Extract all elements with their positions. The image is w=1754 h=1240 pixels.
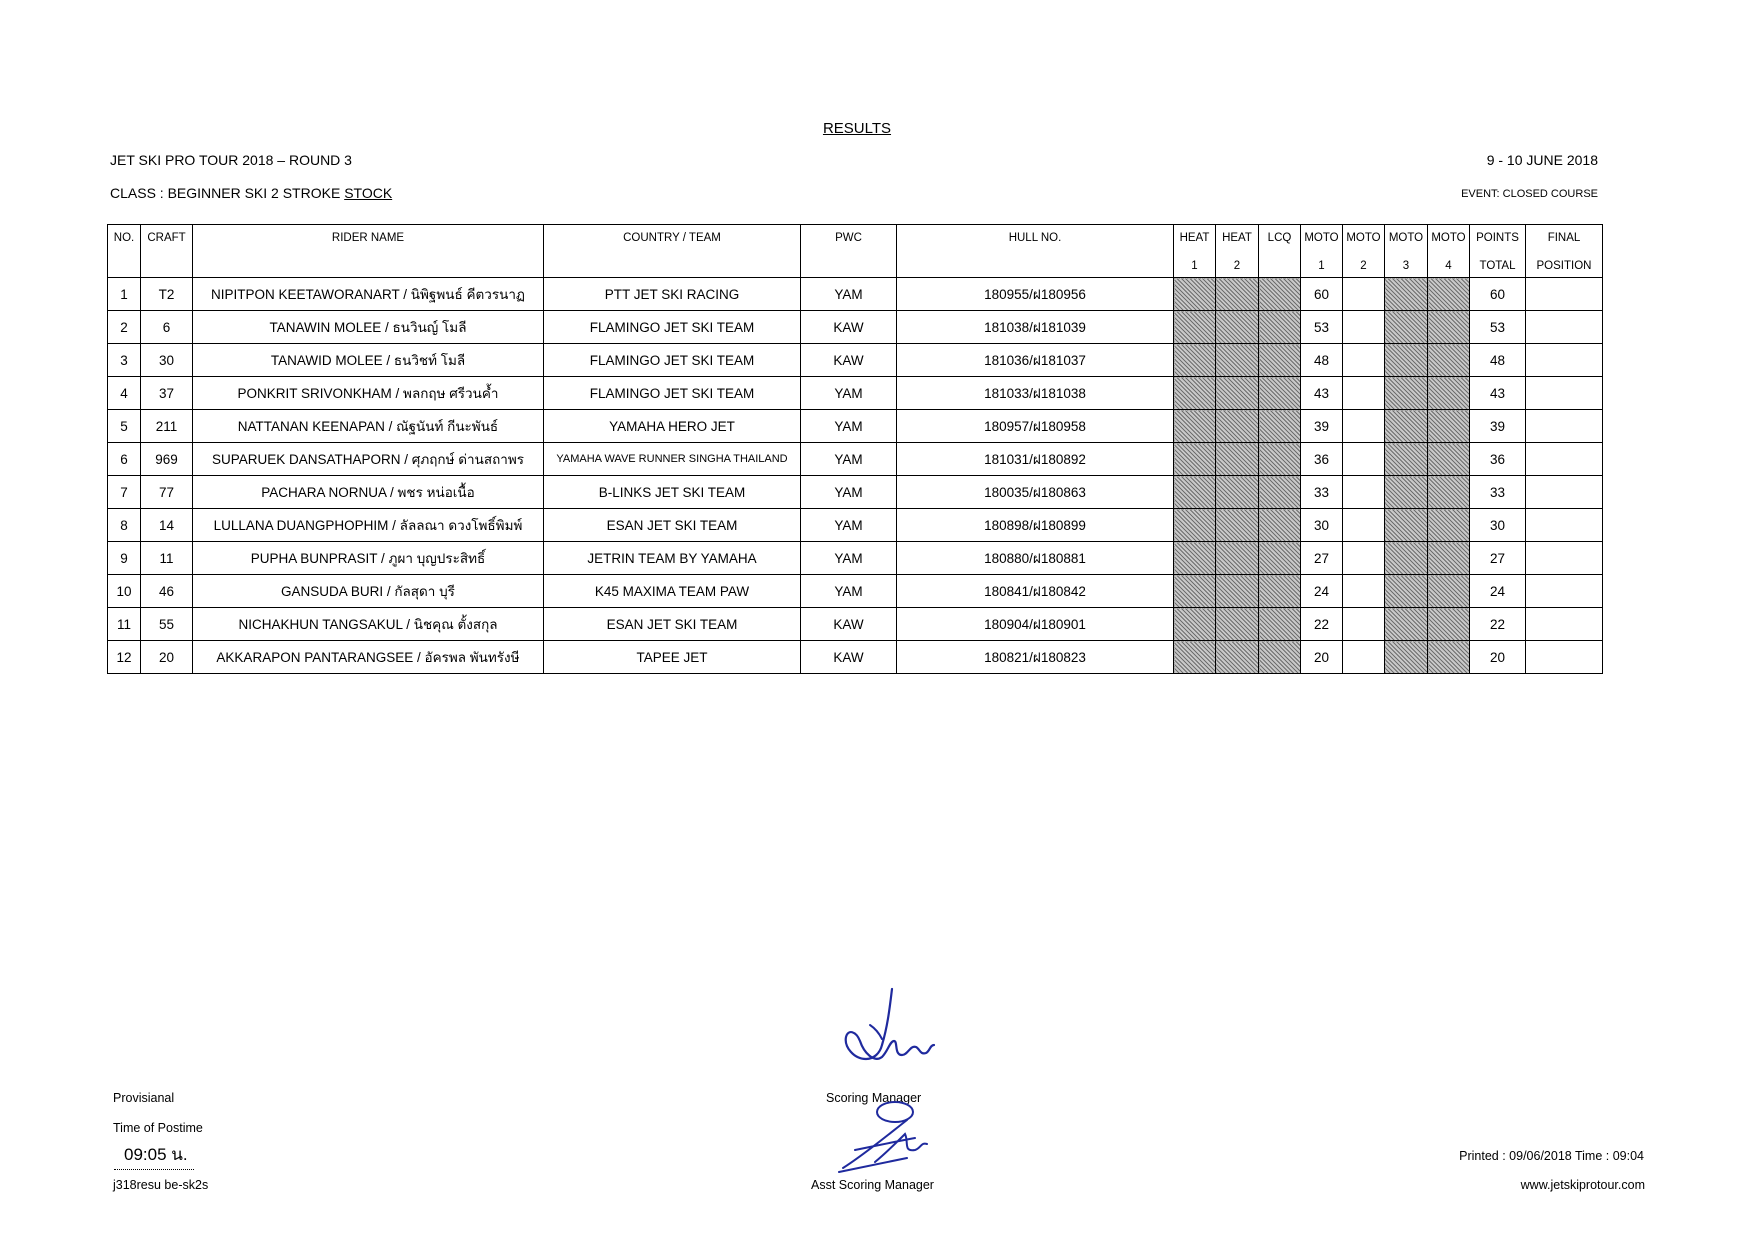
- time-of-posting-label: Time of Postime: [113, 1121, 203, 1135]
- cell-no: 6: [108, 443, 141, 476]
- printed-timestamp: Printed : 09/06/2018 Time : 09:04: [1459, 1149, 1644, 1163]
- cell-hull: 180898/ฝ180899: [897, 509, 1174, 542]
- website-link[interactable]: www.jetskiprotour.com: [1520, 1178, 1645, 1192]
- cell-team: YAMAHA HERO JET: [544, 410, 801, 443]
- event-date: 9 - 10 JUNE 2018: [1486, 152, 1598, 168]
- cell-heat1: [1174, 443, 1216, 476]
- cell-lcq: [1259, 311, 1301, 344]
- cell-final-position: [1526, 476, 1603, 509]
- cell-moto1: 36: [1301, 443, 1343, 476]
- cell-moto2: [1343, 641, 1385, 674]
- cell-rider: SUPARUEK DANSATHAPORN / ศุภฤกษ์ ด่านสถาพร: [193, 443, 544, 476]
- cell-heat2: [1216, 410, 1259, 443]
- cell-final-position: [1526, 575, 1603, 608]
- cell-team: FLAMINGO JET SKI TEAM: [544, 311, 801, 344]
- col-header-lcq: LCQ: [1259, 225, 1301, 278]
- cell-team: ESAN JET SKI TEAM: [544, 608, 801, 641]
- col-header-moto3: MOTO 3: [1385, 225, 1428, 278]
- cell-heat1: [1174, 608, 1216, 641]
- cell-craft: 969: [141, 443, 193, 476]
- cell-team: TAPEE JET: [544, 641, 801, 674]
- cell-hull: 181038/ฝ181039: [897, 311, 1174, 344]
- col-header-moto2: MOTO 2: [1343, 225, 1385, 278]
- cell-rider: PONKRIT SRIVONKHAM / พลกฤษ ศรีวนค้ำ: [193, 377, 544, 410]
- cell-craft: 30: [141, 344, 193, 377]
- cell-craft: 77: [141, 476, 193, 509]
- cell-moto2: [1343, 344, 1385, 377]
- cell-pwc: KAW: [801, 344, 897, 377]
- cell-moto4: [1428, 641, 1470, 674]
- cell-points-total: 53: [1470, 311, 1526, 344]
- cell-hull: 180904/ฝ180901: [897, 608, 1174, 641]
- cell-heat1: [1174, 278, 1216, 311]
- cell-pwc: YAM: [801, 509, 897, 542]
- table-row: [108, 641, 1603, 674]
- cell-craft: 11: [141, 542, 193, 575]
- table-row: [108, 311, 1603, 344]
- cell-moto1: 43: [1301, 377, 1343, 410]
- col-header-moto4: MOTO 4: [1428, 225, 1470, 278]
- cell-rider: LULLANA DUANGPHOPHIM / ลัลลณา ดวงโพธิ์พิมพ์: [193, 509, 544, 542]
- cell-team: FLAMINGO JET SKI TEAM: [544, 344, 801, 377]
- cell-heat2: [1216, 278, 1259, 311]
- col-header-heat1: HEAT 1: [1174, 225, 1216, 278]
- cell-points-total: 30: [1470, 509, 1526, 542]
- cell-final-position: [1526, 542, 1603, 575]
- cell-rider: AKKARAPON PANTARANGSEE / อัครพล พันทรังษี: [193, 641, 544, 674]
- cell-lcq: [1259, 476, 1301, 509]
- cell-lcq: [1259, 509, 1301, 542]
- cell-no: 7: [108, 476, 141, 509]
- cell-moto3: [1385, 542, 1428, 575]
- cell-rider: NICHAKHUN TANGSAKUL / นิชคุณ ตั้งสกุล: [193, 608, 544, 641]
- cell-no: 3: [108, 344, 141, 377]
- cell-moto3: [1385, 410, 1428, 443]
- cell-no: 10: [108, 575, 141, 608]
- cell-rider: GANSUDA BURI / กัลสุดา บุรี: [193, 575, 544, 608]
- cell-heat1: [1174, 377, 1216, 410]
- cell-team: K45 MAXIMA TEAM PAW: [544, 575, 801, 608]
- cell-pwc: YAM: [801, 377, 897, 410]
- cell-craft: 211: [141, 410, 193, 443]
- cell-heat2: [1216, 608, 1259, 641]
- cell-rider: NIPITPON KEETAWORANART / นิพิฐพนธ์ คีตวรนาฏ: [193, 278, 544, 311]
- cell-final-position: [1526, 608, 1603, 641]
- cell-hull: 180957/ฝ180958: [897, 410, 1174, 443]
- col-header-hull: HULL NO.: [897, 225, 1174, 278]
- cell-moto1: 20: [1301, 641, 1343, 674]
- cell-moto3: [1385, 608, 1428, 641]
- event-type: EVENT: CLOSED COURSE: [1461, 188, 1598, 200]
- col-header-craft: CRAFT: [141, 225, 193, 278]
- cell-rider: PUPHA BUNPRASIT / ภูผา บุญประสิทธิ์: [193, 542, 544, 575]
- cell-moto1: 33: [1301, 476, 1343, 509]
- cell-moto4: [1428, 344, 1470, 377]
- cell-lcq: [1259, 443, 1301, 476]
- cell-points-total: 22: [1470, 608, 1526, 641]
- cell-team: ESAN JET SKI TEAM: [544, 509, 801, 542]
- table-row: [108, 410, 1603, 443]
- cell-lcq: [1259, 641, 1301, 674]
- cell-hull: 181031/ฝ180892: [897, 443, 1174, 476]
- cell-final-position: [1526, 509, 1603, 542]
- cell-craft: 6: [141, 311, 193, 344]
- cell-moto4: [1428, 542, 1470, 575]
- table-header-row: [108, 225, 1603, 278]
- table-row: [108, 443, 1603, 476]
- cell-team: B-LINKS JET SKI TEAM: [544, 476, 801, 509]
- cell-rider: TANAWIN MOLEE / ธนวินญ์ โมลี: [193, 311, 544, 344]
- page-title: RESULTS: [822, 120, 892, 137]
- cell-moto2: [1343, 278, 1385, 311]
- cell-craft: 20: [141, 641, 193, 674]
- cell-heat1: [1174, 476, 1216, 509]
- table-row: [108, 542, 1603, 575]
- cell-pwc: YAM: [801, 542, 897, 575]
- cell-moto3: [1385, 509, 1428, 542]
- cell-moto2: [1343, 509, 1385, 542]
- cell-moto4: [1428, 608, 1470, 641]
- cell-moto4: [1428, 410, 1470, 443]
- cell-moto3: [1385, 443, 1428, 476]
- cell-heat2: [1216, 344, 1259, 377]
- cell-no: 12: [108, 641, 141, 674]
- cell-hull: 181033/ฝ181038: [897, 377, 1174, 410]
- asst-scoring-manager-label: Asst Scoring Manager: [811, 1178, 934, 1192]
- cell-moto1: 53: [1301, 311, 1343, 344]
- col-header-rider: RIDER NAME: [193, 225, 544, 278]
- cell-points-total: 20: [1470, 641, 1526, 674]
- cell-moto1: 22: [1301, 608, 1343, 641]
- cell-no: 8: [108, 509, 141, 542]
- cell-final-position: [1526, 344, 1603, 377]
- cell-moto2: [1343, 410, 1385, 443]
- cell-moto4: [1428, 509, 1470, 542]
- col-header-final: FINAL POSITION: [1526, 225, 1603, 278]
- cell-hull: 180880/ฝ180881: [897, 542, 1174, 575]
- cell-moto3: [1385, 344, 1428, 377]
- cell-points-total: 60: [1470, 278, 1526, 311]
- cell-moto4: [1428, 443, 1470, 476]
- cell-moto1: 30: [1301, 509, 1343, 542]
- cell-pwc: KAW: [801, 641, 897, 674]
- cell-craft: 37: [141, 377, 193, 410]
- cell-heat1: [1174, 410, 1216, 443]
- cell-pwc: YAM: [801, 575, 897, 608]
- cell-moto4: [1428, 377, 1470, 410]
- cell-moto1: 60: [1301, 278, 1343, 311]
- cell-pwc: KAW: [801, 311, 897, 344]
- cell-pwc: YAM: [801, 410, 897, 443]
- cell-rider: TANAWID MOLEE / ธนวิชท์ โมลี: [193, 344, 544, 377]
- cell-heat1: [1174, 641, 1216, 674]
- cell-pwc: YAM: [801, 278, 897, 311]
- cell-no: 11: [108, 608, 141, 641]
- cell-moto2: [1343, 311, 1385, 344]
- cell-craft: 55: [141, 608, 193, 641]
- col-header-moto1: MOTO 1: [1301, 225, 1343, 278]
- cell-points-total: 33: [1470, 476, 1526, 509]
- cell-moto2: [1343, 608, 1385, 641]
- table-row: [108, 608, 1603, 641]
- cell-lcq: [1259, 575, 1301, 608]
- cell-heat2: [1216, 509, 1259, 542]
- cell-lcq: [1259, 608, 1301, 641]
- cell-pwc: YAM: [801, 443, 897, 476]
- cell-moto3: [1385, 377, 1428, 410]
- cell-heat1: [1174, 542, 1216, 575]
- cell-heat2: [1216, 476, 1259, 509]
- cell-points-total: 24: [1470, 575, 1526, 608]
- cell-moto4: [1428, 575, 1470, 608]
- cell-heat2: [1216, 443, 1259, 476]
- cell-no: 2: [108, 311, 141, 344]
- col-header-heat2: HEAT 2: [1216, 225, 1259, 278]
- class-name: CLASS : BEGINNER SKI 2 STROKE: [110, 185, 345, 201]
- scoring-manager-label: Scoring Manager: [826, 1091, 922, 1105]
- time-of-posting-value: 09:05 น.: [114, 1141, 194, 1170]
- cell-moto1: 27: [1301, 542, 1343, 575]
- cell-moto3: [1385, 311, 1428, 344]
- cell-no: 4: [108, 377, 141, 410]
- cell-moto2: [1343, 542, 1385, 575]
- class-category: STOCK: [344, 185, 393, 201]
- cell-moto2: [1343, 443, 1385, 476]
- cell-team: YAMAHA WAVE RUNNER SINGHA THAILAND: [544, 443, 801, 476]
- cell-moto2: [1343, 476, 1385, 509]
- cell-team: FLAMINGO JET SKI TEAM: [544, 377, 801, 410]
- cell-final-position: [1526, 410, 1603, 443]
- table-row: [108, 575, 1603, 608]
- results-table: [107, 224, 1603, 674]
- cell-rider: PACHARA NORNUA / พชร หน่อเนื้อ: [193, 476, 544, 509]
- cell-craft: 14: [141, 509, 193, 542]
- table-row: [108, 344, 1603, 377]
- cell-moto2: [1343, 377, 1385, 410]
- cell-lcq: [1259, 542, 1301, 575]
- cell-moto3: [1385, 641, 1428, 674]
- cell-craft: 46: [141, 575, 193, 608]
- cell-heat1: [1174, 575, 1216, 608]
- cell-moto1: 24: [1301, 575, 1343, 608]
- class-label: [110, 185, 392, 201]
- table-row: [108, 278, 1603, 311]
- cell-points-total: 39: [1470, 410, 1526, 443]
- file-code: j318resu be-sk2s: [113, 1178, 209, 1192]
- cell-points-total: 36: [1470, 443, 1526, 476]
- scoring-manager-signature: [830, 985, 940, 1075]
- cell-final-position: [1526, 377, 1603, 410]
- table-row: [108, 509, 1603, 542]
- cell-heat1: [1174, 311, 1216, 344]
- cell-moto4: [1428, 476, 1470, 509]
- cell-final-position: [1526, 278, 1603, 311]
- cell-points-total: 48: [1470, 344, 1526, 377]
- cell-points-total: 43: [1470, 377, 1526, 410]
- cell-hull: 180955/ฝ180956: [897, 278, 1174, 311]
- cell-no: 9: [108, 542, 141, 575]
- table-row: [108, 377, 1603, 410]
- cell-moto2: [1343, 575, 1385, 608]
- cell-moto1: 48: [1301, 344, 1343, 377]
- cell-lcq: [1259, 278, 1301, 311]
- cell-moto4: [1428, 278, 1470, 311]
- cell-heat2: [1216, 377, 1259, 410]
- asst-scoring-manager-signature: [835, 1098, 945, 1173]
- table-row: [108, 476, 1603, 509]
- cell-lcq: [1259, 377, 1301, 410]
- cell-heat2: [1216, 542, 1259, 575]
- cell-moto1: 39: [1301, 410, 1343, 443]
- cell-moto3: [1385, 575, 1428, 608]
- event-name: JET SKI PRO TOUR 2018 – ROUND 3: [110, 152, 352, 168]
- cell-moto3: [1385, 476, 1428, 509]
- provisional-label: Provisianal: [113, 1091, 175, 1105]
- cell-team: JETRIN TEAM BY YAMAHA: [544, 542, 801, 575]
- col-header-team: COUNTRY / TEAM: [544, 225, 801, 278]
- cell-final-position: [1526, 311, 1603, 344]
- cell-hull: 180035/ฝ180863: [897, 476, 1174, 509]
- cell-lcq: [1259, 410, 1301, 443]
- cell-heat1: [1174, 509, 1216, 542]
- cell-heat2: [1216, 575, 1259, 608]
- col-header-points: POINTS TOTAL: [1470, 225, 1526, 278]
- cell-craft: T2: [141, 278, 193, 311]
- cell-hull: 180841/ฝ180842: [897, 575, 1174, 608]
- cell-hull: 180821/ฝ180823: [897, 641, 1174, 674]
- cell-lcq: [1259, 344, 1301, 377]
- cell-final-position: [1526, 641, 1603, 674]
- cell-pwc: YAM: [801, 476, 897, 509]
- col-header-pwc: PWC: [801, 225, 897, 278]
- cell-heat2: [1216, 311, 1259, 344]
- cell-heat1: [1174, 344, 1216, 377]
- cell-moto4: [1428, 311, 1470, 344]
- cell-no: 1: [108, 278, 141, 311]
- cell-pwc: KAW: [801, 608, 897, 641]
- cell-no: 5: [108, 410, 141, 443]
- cell-moto3: [1385, 278, 1428, 311]
- cell-heat2: [1216, 641, 1259, 674]
- cell-final-position: [1526, 443, 1603, 476]
- cell-rider: NATTANAN KEENAPAN / ณัฐนันท์ กีนะพันธ์: [193, 410, 544, 443]
- cell-points-total: 27: [1470, 542, 1526, 575]
- cell-team: PTT JET SKI RACING: [544, 278, 801, 311]
- cell-hull: 181036/ฝ181037: [897, 344, 1174, 377]
- col-header-no: NO.: [108, 225, 141, 278]
